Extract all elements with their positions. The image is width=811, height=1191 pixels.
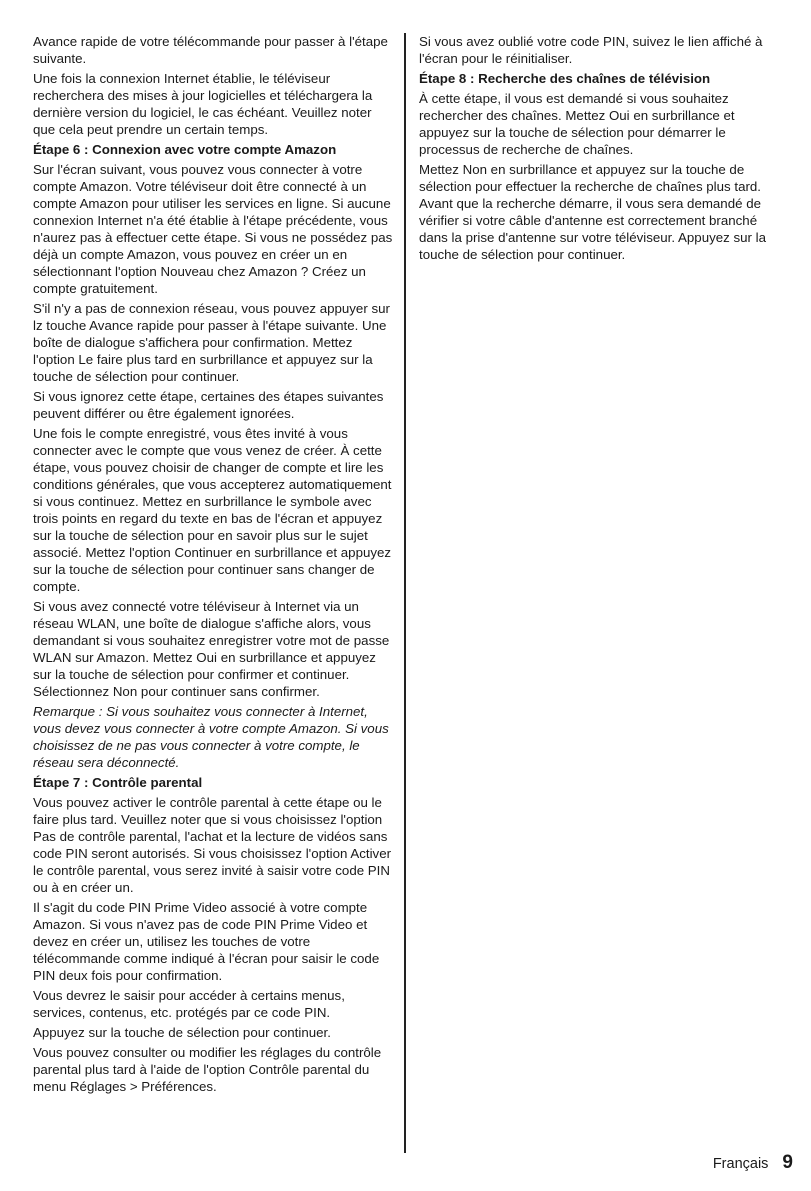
paragraph: À cette étape, il vous est demandé si vous souhaitez rechercher des chaînes. Mettez Oui en surbrillance et appuyez sur la touche de sélection pour démarrer le processus de recherche de chaînes. [419,91,735,157]
page-footer [713,1152,793,1174]
left-column [33,33,393,1098]
paragraph: Si vous ignorez cette étape, certaines des étapes suivantes peuvent différer ou être également ignorées. [33,389,384,421]
page-number: 9 [782,1152,793,1173]
step-7-heading: Étape 7 : Contrôle parental [33,775,203,790]
paragraph: Si vous avez connecté votre téléviseur à Internet via un réseau WLAN, une boîte de dialogue s'affiche alors, vous demandant si vous souhaitez enregistrer votre mot de passe WLAN sur Amazon. Mettez Oui en surbrillance et appuyez sur la touche de sélection pour confirmer et continuer. Sélectionnez Non pour continuer sans confirmer. [33,599,390,699]
paragraph: Si vous avez oublié votre code PIN, suivez le lien affiché à l'écran pour le réinitialiser. [419,34,763,66]
footer-language: Français [712,1156,769,1172]
paragraph: Une fois la connexion Internet établie, le téléviseur recherchera des mises à jour logicielles et téléchargera la dernière version du logiciel, le cas échéant. Veuillez noter que cela peut prendre un certain temps. [33,71,373,137]
paragraph: Vous devrez le saisir pour accéder à certains menus, services, contenus, etc. protégés par ce code PIN. [33,988,345,1020]
column-divider [404,33,406,1153]
paragraph: Une fois le compte enregistré, vous êtes invité à vous connecter avec le compte que vous venez de créer. À cette étape, vous pouvez choisir de changer de compte et lire les conditions générales, que vous accepterez automatiquement si vous continuez. Mettez en surbrillance le symbole avec trois points en regard du texte en bas de l'écran et appuyez sur la touche de sélection pour en savoir plus sur le sujet associé. Mettez l'option Continuer en surbrillance et appuyez sur la touche de sélection pour continuer sans changer de compte. [33,426,392,594]
paragraph: S'il n'y a pas de connexion réseau, vous pouvez appuyer sur lz touche Avance rapide pour passer à l'étape suivante. Une boîte de dialogue s'affichera pour confirmation. Mettez l'option Le faire plus tard en surbrillance et appuyez sur la touche de sélection pour continuer. [33,301,390,384]
step-8-heading: Étape 8 : Recherche des chaînes de télévision [419,71,711,86]
paragraph: Mettez Non en surbrillance et appuyez sur la touche de sélection pour effectuer la recherche de chaînes plus tard. Avant que la recherche démarre, il vous sera demandé de vérifier si votre câble d'antenne est correctement branché dans la prise d'antenne sur votre téléviseur. Appuyez sur la touche de sélection pour continuer. [419,162,766,262]
paragraph: Vous pouvez activer le contrôle parental à cette étape ou le faire plus tard. Veuillez noter que si vous choisissez l'option Pas de contrôle parental, l'achat et la lecture de vidéos sans code PIN seront autorisés. Si vous choisissez l'option Activer le contrôle parental, vous serez invité à saisir votre code PIN ou à en créer un. [33,795,392,895]
paragraph: Vous pouvez consulter ou modifier les réglages du contrôle parental plus tard à l'aide de l'option Contrôle parental du menu Réglages > Préférences. [33,1045,382,1094]
paragraph: Sur l'écran suivant, vous pouvez vous connecter à votre compte Amazon. Votre téléviseur doit être connecté à un compte Amazon pour utiliser les services en ligne. Si aucune connexion Internet n'a été établie à l'étape précédente, vous n'aurez pas à effectuer cette étape. Si vous ne possédez pas déjà un compte Amazon, vous pouvez en créer un en sélectionnant l'option Nouveau chez Amazon ? Créez un compte gratuitement. [33,162,393,296]
paragraph: Il s'agit du code PIN Prime Video associé à votre compte Amazon. Si vous n'avez pas de code PIN Prime Video et devez en créer un, utilisez les touches de votre télécommande comme indiqué à l'écran pour saisir le code PIN deux fois pour confirmation. [33,900,380,983]
remark-note: Remarque : Si vous souhaitez vous connecter à Internet, vous devez vous connecter à votre compte Amazon. Si vous choisissez de ne pas vous connecter à votre compte, le réseau sera déconnecté. [33,704,389,770]
paragraph: Appuyez sur la touche de sélection pour continuer. [33,1025,331,1040]
paragraph: Avance rapide de votre télécommande pour passer à l'étape suivante. [33,34,388,66]
step-6-heading: Étape 6 : Connexion avec votre compte Amazon [33,142,337,157]
right-column [419,33,775,266]
